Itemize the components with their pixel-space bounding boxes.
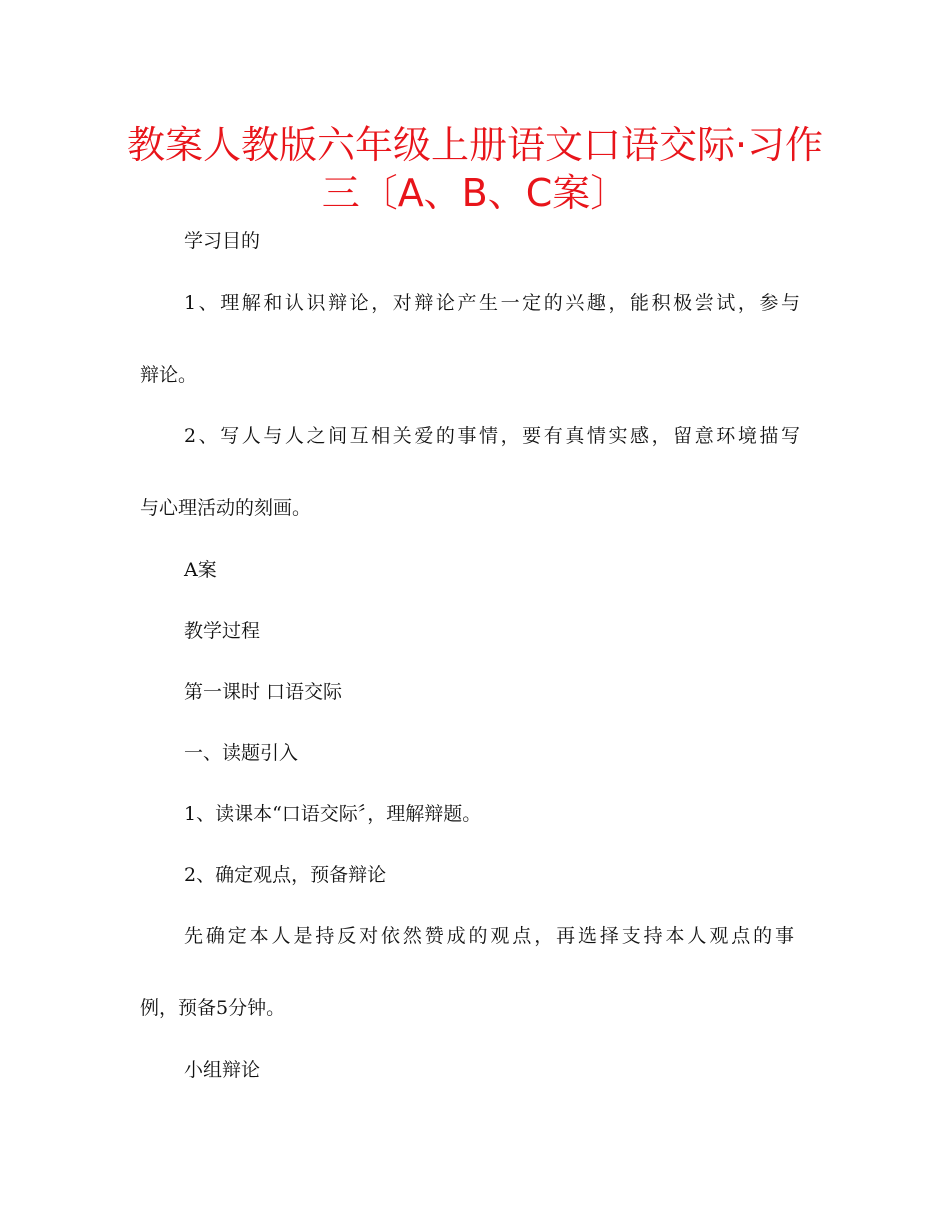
- step-1-item-2: 2、确定观点，预备辩论: [184, 864, 387, 886]
- step-heading-1: 一、读题引入: [184, 742, 299, 764]
- objective-2-line-2: 与心理活动的刻画。: [140, 497, 312, 519]
- objective-1-line-2: 辩论。: [140, 364, 198, 386]
- instruction-line-2: 例，预备5分钟。: [140, 997, 286, 1019]
- section-heading-process: 教学过程: [184, 620, 261, 642]
- objective-1-line-1: 1、理解和认识辩论，对辩论产生一定的兴趣，能积极尝试，参与: [184, 292, 800, 314]
- step-1-item-1: 1、读课本“口语交际〞，理解辩题。: [184, 803, 482, 825]
- instruction-line-1: 先确定本人是持反对依然赞成的观点，再选择支持本人观点的事: [184, 925, 794, 947]
- objective-2-line-1: 2、写人与人之间互相关爱的事情，要有真情实感，留意环境描写: [184, 425, 800, 447]
- document-title-line-2: 三〔A、B、C案〕: [321, 171, 629, 215]
- section-heading-plan-a: A案: [184, 559, 217, 581]
- subheading-group-debate: 小组辩论: [184, 1059, 261, 1081]
- section-heading-objectives: 学习目的: [184, 230, 261, 252]
- lesson-heading: 第一课时 口语交际: [184, 681, 343, 703]
- document-title-line-1: 教案人教版六年级上册语文口语交际·习作: [126, 123, 824, 167]
